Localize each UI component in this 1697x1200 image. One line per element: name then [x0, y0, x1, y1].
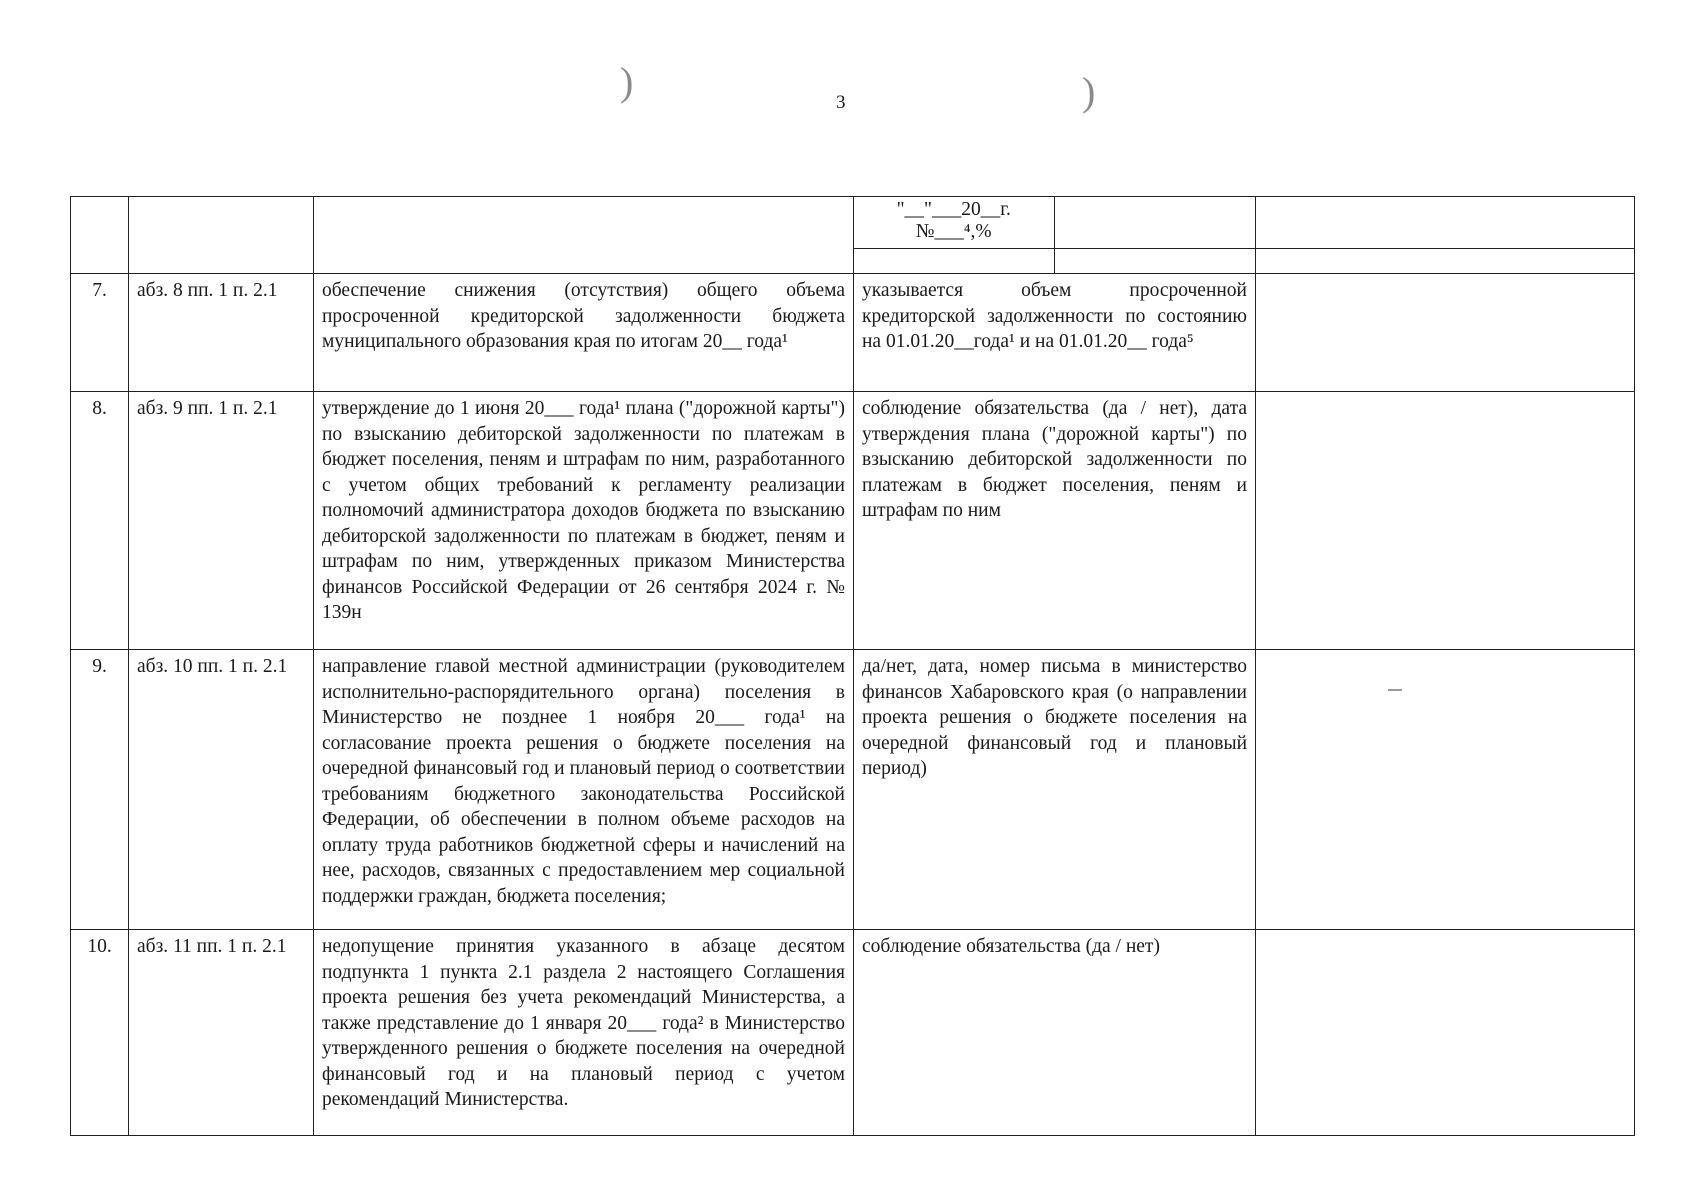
header-number-line: №___⁴,% [915, 221, 992, 242]
row-note [1256, 274, 1635, 392]
row-reference: абз. 9 пп. 1 п. 2.1 [129, 392, 314, 650]
table-row [71, 392, 1635, 650]
header-date-cell [854, 197, 1054, 248]
header-cell-indicator [854, 197, 1256, 274]
row-note [1256, 650, 1635, 930]
table-header-row [71, 197, 1635, 274]
page-number: 3 [836, 92, 846, 113]
row-number: 7. [71, 274, 129, 392]
header-note-grid [1256, 197, 1634, 273]
row-obligation: обеспечение снижения (отсутствия) общего объема просроченной кредиторской задолженности бюджета муниципального образования края по итогам 20__ года¹ [314, 274, 854, 392]
header-cell-num [71, 197, 129, 274]
header-cell-ref [129, 197, 314, 274]
table-row [71, 650, 1635, 930]
scan-dash-mark [1388, 689, 1402, 691]
row-number: 8. [71, 392, 129, 650]
row-indicator: соблюдение обязательства (да / нет), дата утверждения плана ("дорожной карты") по взысканию дебиторской задолженности по платежам в бюджет поселения, пеням и штрафам по ним [854, 392, 1256, 650]
row-obligation: направление главой местной администрации (руководителем исполнительно-распорядительного органа) поселения в Министерство не позднее 1 ноября 20___ года¹ на согласование проекта решения о бюджете поселения на очередной финансовый год и плановый период о соответствии требованиям бюджетного законодательства Российской Федерации, об обеспечении в полном объеме расходов на оплату труда работников бюджетной сферы и начислений на нее, расходов, связанных с предоставлением мер социальной поддержки граждан, бюджета поселения; [314, 650, 854, 930]
header-sub-cell-right [1054, 248, 1255, 273]
row-obligation: недопущение принятия указанного в абзаце десятом подпункта 1 пункта 2.1 раздела 2 настоящего Соглашения проекта решения без учета рекомендаций Министерства, а также представление до 1 января 20___ года² в Министерство утвержденного решения о бюджете поселения на очередной финансовый год и на плановый период с учетом рекомендаций Министерства. [314, 930, 854, 1136]
header-date-side-cell [1054, 197, 1255, 248]
table-row [71, 930, 1635, 1136]
row-indicator: указывается объем просроченной кредиторской задолженности по состоянию на 01.01.20__года¹ и на 01.01.20__ года⁵ [854, 274, 1256, 392]
row-reference: абз. 10 пп. 1 п. 2.1 [129, 650, 314, 930]
header-note-top [1256, 197, 1634, 248]
row-indicator: да/нет, дата, номер письма в министерство финансов Хабаровского края (о направлении проекта решения о бюджете поселения на очередной финансовый год и плановый период) [854, 650, 1256, 930]
row-reference: абз. 11 пп. 1 п. 2.1 [129, 930, 314, 1136]
header-note-bottom [1256, 248, 1634, 273]
header-sub-cell-left [854, 248, 1054, 273]
scan-mark-left: ) [620, 59, 634, 104]
row-number: 9. [71, 650, 129, 930]
row-note [1256, 930, 1635, 1136]
scan-mark-right: ) [1082, 69, 1096, 114]
row-obligation: утверждение до 1 июня 20___ года¹ плана ("дорожной карты") по взысканию дебиторской задолженности по платежам в бюджет поселения, пеням и штрафам по ним, разработанного с учетом общих требований к регламенту реализации полномочий администратора доходов бюджета по взысканию дебиторской задолженности по платежам в бюджет, пеням и штрафам по ним, утвержденных приказом Министерства финансов Российской Федерации от 26 сентября 2024 г. № 139н [314, 392, 854, 650]
row-reference: абз. 8 пп. 1 п. 2.1 [129, 274, 314, 392]
row-indicator: соблюдение обязательства (да / нет) [854, 930, 1256, 1136]
table-row [71, 274, 1635, 392]
header-date-line: "__"___20__г. [896, 199, 1011, 220]
header-cell-obligation [314, 197, 854, 274]
row-note [1256, 392, 1635, 650]
obligations-table [70, 196, 1635, 1136]
header-cell-note [1256, 197, 1635, 274]
row-number: 10. [71, 930, 129, 1136]
header-indicator-grid [854, 197, 1255, 273]
